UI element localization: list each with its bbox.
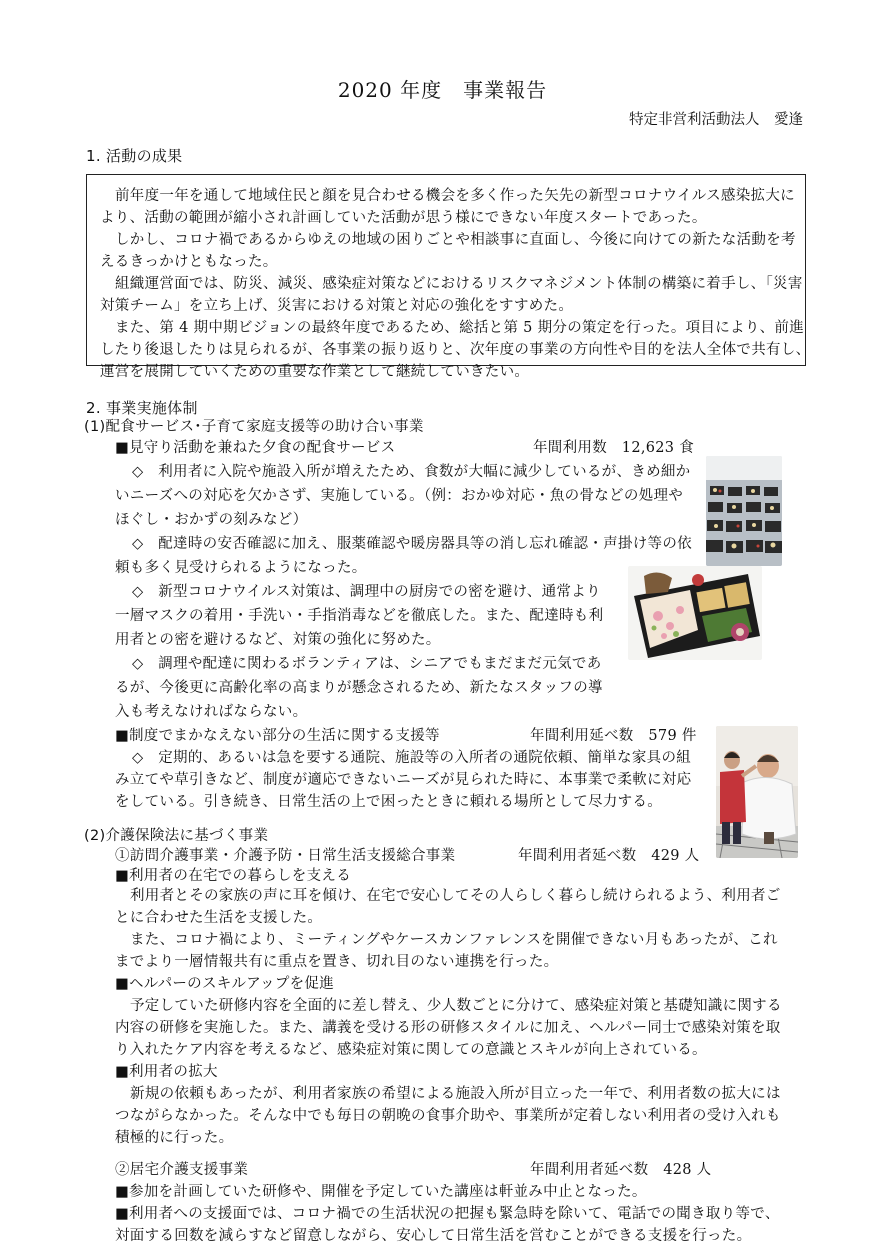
results-line: 運営を展開していくための重要な作業として継続していきたい。 <box>100 364 530 380</box>
visit-line: 予定していた研修内容を全面的に差し替え、少人数ごとに分けて、感染症対策と基礎知識に関する <box>130 998 782 1014</box>
visit-line: 新規の依頼もあったが、利用者家族の希望による施設入所が目立った一年で、利用者数の拡大には <box>130 1086 781 1102</box>
section1-heading: 1. 活動の成果 <box>86 147 183 165</box>
results-line: 前年度一年を通して地域住民と顔を見合わせる機会を多く作った矢先の新型コロナウイルス感染拡大に <box>115 188 795 204</box>
results-line: したり後退したりは見られるが、各事業の振り返りと、次年度の事業の方向性や目的を法人全体で共有し、 <box>100 342 811 358</box>
subsection-heading: (2)介護保険法に基づく事業 <box>84 828 269 844</box>
meal-line: 入も考えなければならない。 <box>115 704 308 720</box>
meal-line: るが、今後更に高齢化率の高まりが懸念されるため、新たなスタッフの導 <box>115 680 603 696</box>
meal-containers-photo <box>706 456 782 566</box>
meal-line: ◇ 利用者に入院や施設入所が増えたため、食数が大幅に減少しているが、きめ細か <box>132 464 691 480</box>
visit-line: とに合わせた生活を支援した。 <box>115 910 323 926</box>
meal-service-label: ■見守り活動を兼ねた夕食の配食サービス <box>115 440 396 456</box>
visit-line: 利用者とその家族の声に耳を傾け、在宅で安心してその人らしく暮らし続けられるよう、利用者ご <box>130 888 781 904</box>
meal-line: ◇ 調理や配達に関わるボランティアは、シニアでもまだまだ元気であ <box>132 656 602 672</box>
section2-heading: 2. 事業実施体制 <box>86 399 198 417</box>
care-line: ■参加を計画していた研修や、開催を予定していた講座は軒並み中止となった。 <box>115 1184 647 1200</box>
meal-line: ◇ 配達時の安否確認に加え、服薬確認や暖房器具等の消し忘れ確認・声掛け等の依 <box>132 536 692 552</box>
haircut-support-photo <box>716 726 798 858</box>
home-care-label: ②居宅介護支援事業 <box>115 1162 249 1178</box>
meal-line: 頼も多く見受けられるようになった。 <box>115 560 367 576</box>
organization-name: 特定非営利活動法人 愛逢 <box>629 112 803 128</box>
results-line: より、活動の範囲が縮小され計画していた活動が思う様にできない年度スタートであった。 <box>100 210 707 226</box>
care-line: 対面する回数を減らすなど留意しながら、安心して日常生活を営むことができる支援を行った。 <box>115 1228 752 1244</box>
visit-line: 内容の研修を実施した。また、講義を受ける形の研修スタイルに加え、ヘルパー同士で感染対策を取 <box>115 1020 781 1036</box>
meal-line: ◇ 新型コロナウイルス対策は、調理中の厨房での密を避け、通常より <box>132 584 601 600</box>
meal-service-stat: 年間利用数 12,623 食 <box>533 440 695 456</box>
visit-line: 積極的に行った。 <box>115 1130 234 1146</box>
results-line: また、第 4 期中期ビジョンの最終年度であるため、総括と第 5 期分の策定を行った。項目により、前進 <box>115 320 805 336</box>
life-support-label: ■制度でまかなえない部分の生活に関する支援等 <box>115 728 440 744</box>
meal-line: ほぐし・おかずの刻みなど） <box>115 512 308 528</box>
visit-line: ■ヘルパーのスキルアップを促進 <box>115 976 335 992</box>
page-title: 2020 年度 事業報告 <box>337 78 548 102</box>
visit-line: ■利用者の在宅での暮らしを支える <box>115 868 351 884</box>
life-line: ◇ 定期的、あるいは急を要する通院、施設等の入所者の通院依頼、簡単な家具の組 <box>132 750 692 766</box>
life-support-stat: 年間利用延べ数 579 件 <box>530 728 697 744</box>
visit-care-stat: 年間利用者延べ数 429 人 <box>518 848 700 864</box>
results-line: 対策チーム」を立ち上げ、災害における対策と対応の強化をすすめた。 <box>100 298 574 314</box>
life-line: み立てや草引きなど、制度が適応できないニーズが見られた時に、本事業で柔軟に対応 <box>115 772 692 788</box>
visit-line: つながらなかった。そんな中でも毎日の朝晩の食事介助や、事業所が定着しない利用者の受け入れも <box>115 1108 781 1124</box>
bento-meal-photo <box>628 566 762 660</box>
subsection-heading: (1)配食サービス･子育て家庭支援等の助け合い事業 <box>84 419 424 435</box>
visit-line: また、コロナ禍により、ミーティングやケースカンファレンスを開催できない月もあったが、これ <box>130 932 778 948</box>
care-line: ■利用者への支援面では、コロナ禍での生活状況の把握も緊急時を除いて、電話での聞き取り等で、 <box>115 1206 780 1222</box>
visit-line: ■利用者の拡大 <box>115 1064 218 1080</box>
results-line: しかし、コロナ禍であるからゆえの地域の困りごとや相談事に直面し、今後に向けての新たな活動を考 <box>115 232 796 248</box>
results-line: えるきっかけともなった。 <box>100 254 278 270</box>
meal-line: 一層マスクの着用・手洗い・手指消毒などを徹底した。また、配達時も利 <box>115 608 604 624</box>
life-line: をしている。引き続き、日常生活の上で困ったときに頼れる場所として尽力する。 <box>115 794 663 810</box>
results-line: 組織運営面では、防災、減災、感染症対策などにおけるリスクマネジメント体制の構築に着手し、「災害 <box>115 276 803 292</box>
meal-line: 用者との密を避けるなど、対策の強化に努めた。 <box>115 632 441 648</box>
visit-care-label: ①訪問介護事業・介護予防・日常生活支援総合事業 <box>115 848 456 864</box>
visit-line: までより一層情報共有に重点を置き、切れ目のない連携を行った。 <box>115 954 559 970</box>
meal-line: いニーズへの対応を欠かさず、実施している。（例：おかゆ対応・魚の骨などの処理や <box>115 488 684 504</box>
visit-line: り入れたケア内容を考えるなど、感染症対策に関しての意識とスキルが向上されている。 <box>115 1042 707 1058</box>
home-care-stat: 年間利用者延べ数 428 人 <box>530 1162 712 1178</box>
